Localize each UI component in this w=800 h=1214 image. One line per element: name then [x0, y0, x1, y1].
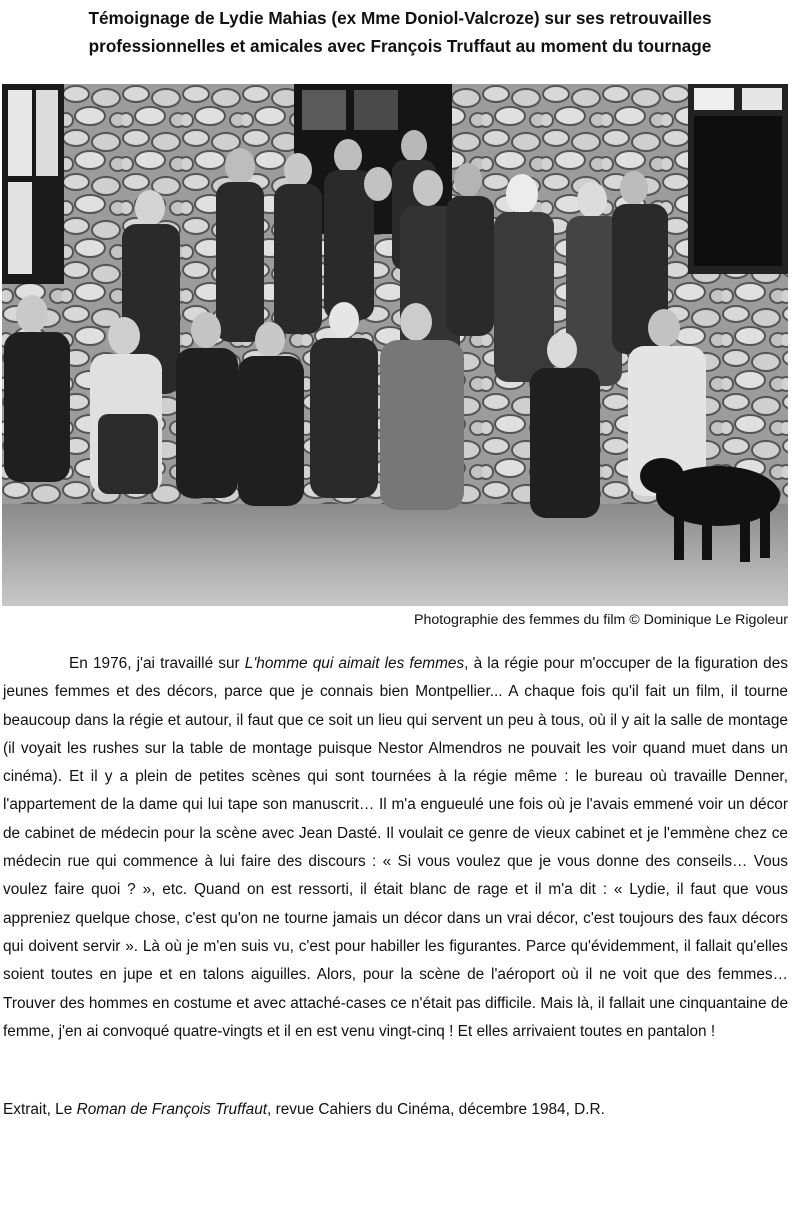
- title-line-1: Témoignage de Lydie Mahias (ex Mme Doniol-Valcroze) sur ses retrouvailles: [88, 8, 712, 28]
- title-line-2: professionnelles et amicales avec François Truffaut au moment du tournage: [88, 36, 712, 56]
- photo-caption: Photographie des femmes du film © Dominique Le Rigoleur: [413, 612, 788, 628]
- source-prefix: Extrait, Le: [3, 1101, 77, 1118]
- film-title: L'homme qui aimait les femmes: [244, 655, 465, 672]
- group-photograph: [2, 84, 788, 606]
- article-paragraph: [3, 650, 788, 1046]
- article-text: , à la régie pour m'occuper de la figuration des jeunes femmes et des décors, parce que je connais bien Montpellier... A chaque fois qu'il fait un film, il tourne beaucoup dans la régie et autour, il faut que ce soit un lieu qui servent un peu à tous, où il y ait la salle de montage (il voyait les rushes sur la table de montage puisque Nestor Almendros ne pouvait les voir quand muet dans un cinéma). Et il y a plein de petites scènes qui sont tournées à la régie même : le bureau où travaille Denner, l'appartement de la dame qui lui tape son manuscrit… Il m'a engueulé une fois où je l'avais emmené voir un décor de cabinet de médecin pour la scène avec Jean Dasté. Il voulait ce genre de vieux cabinet et je l'emmène chez ce médecin rue qui commence à lui faire des discours : « Si vous voulez que je vous donne des conseils… Vous voulez faire quoi ? », etc. Quand on est ressorti, il était blanc de rage et il m'a dit : « Lydie, il faut que vous appreniez quelque chose, c'est qu'on ne tourne jamais un décor dans un vrai décor, c'est toujours des faux décors qui doivent servir ». Là où je m'en suis vu, c'est pour habiller les figurantes. Parce qu'évidemment, il fallait qu'elles soient toutes en jupe et en talons aiguilles. Alors, pour la scène de l'aéroport où il ne voit que des femmes… Trouver des hommes en costume et avec attaché-cases ce n'était pas difficile. Mais là, il fallait une cinquantaine de femme, j'en ai convoqué quatre-vingts et il en est venu vingt-cinq ! Et elles arrivaient toutes en pantalon !: [3, 655, 788, 1040]
- article-body: [3, 650, 788, 1046]
- source-citation: [3, 1098, 605, 1122]
- source-book-title: Roman de François Truffaut: [76, 1101, 268, 1118]
- document-title: [20, 4, 780, 60]
- article-intro: En 1976, j'ai travaillé sur: [69, 655, 245, 672]
- source-suffix: , revue Cahiers du Cinéma, décembre 1984, D.R.: [267, 1101, 605, 1118]
- group-photo-illustration: [2, 84, 788, 606]
